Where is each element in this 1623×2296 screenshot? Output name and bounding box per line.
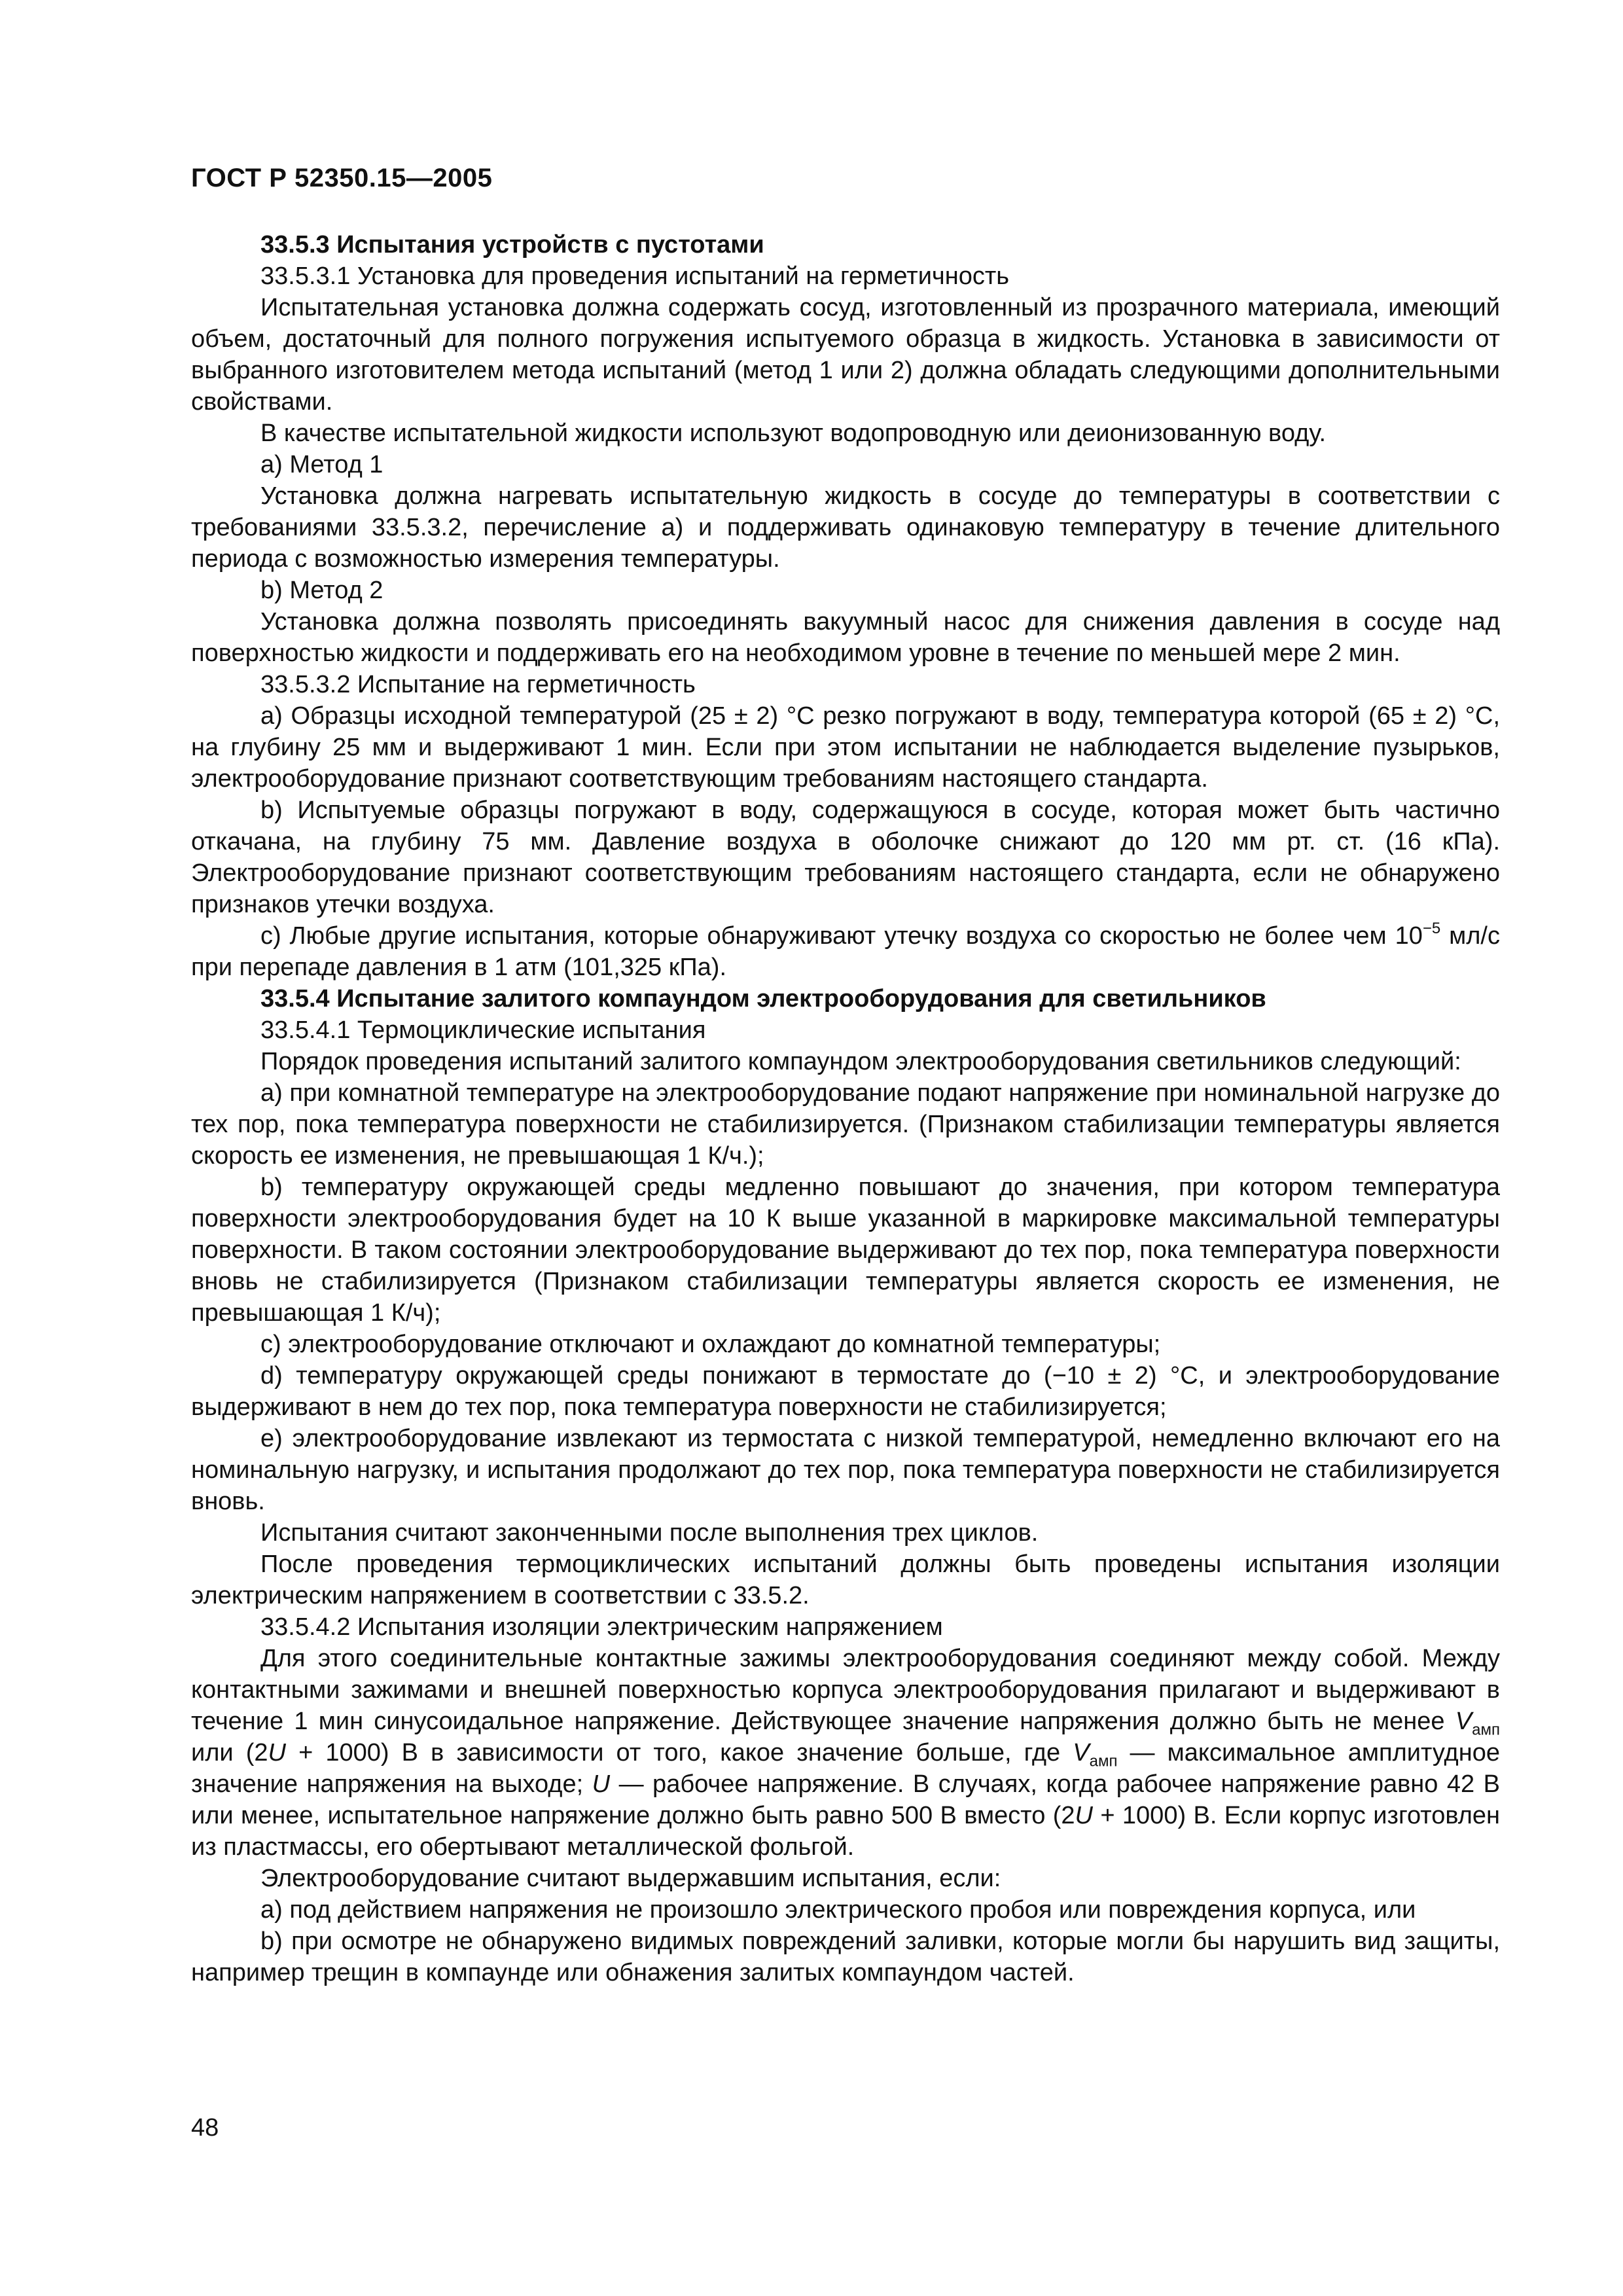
list-item: b) температуру окружающей среды медленно повышают до значения, при котором температура поверхности электрооборудования будет на 10 К выше указанной в маркировке максимальной температуры поверхности. В таком состоянии электрооборудование выдерживают до тех пор, пока температура поверхности вновь не стабилизируется (Признаком стабилизации температуры является скорость ее изменения, не превышающая 1 К/ч); (191, 1174, 1500, 1327)
text-run: Для этого соединительные контактные зажимы электрооборудования соединяют между собой. Между контактными зажимами и внешней поверхностью корпуса электрооборудования прилагают и выдерживают в течение 1 мин синусоидальное напряжение. Действующее значение напряжения должно быть не менее (191, 1645, 1500, 1735)
subsection-title: 33.5.3.1 Установка для проведения испытаний на герметичность (260, 262, 1010, 290)
symbol-u: U (268, 1739, 286, 1767)
symbol-u: U (592, 1770, 611, 1798)
list-item: е) электрооборудование извлекают из термостата с низкой температурой, немедленно включают его на номинальную нагрузку, и испытания продолжают до тех пор, пока температура поверхности не стабилизируется вновь. (191, 1425, 1500, 1515)
list-item-label: а) Метод 1 (260, 451, 383, 478)
list-item: а) Образцы исходной температурой (25 ± 2) °С резко погружают в воду, температура которой (65 ± 2) °С, на глубину 25 мм и выдерживают 1 мин. Если при этом испытании не наблюдается выделение пузырьков, электрооборудование признают соответствующим требованиям настоящего стандарта. (191, 702, 1500, 793)
list-item: d) температуру окружающей среды понижают в термостате до (−10 ± 2) °С, и электрооборудование выдерживают в нем до тех пор, пока температура поверхности не стабилизируется; (191, 1362, 1500, 1421)
text-run: или (2 (191, 1739, 268, 1767)
text-run: + 1000) В в зависимости от того, какое значение больше, где (285, 1739, 1073, 1767)
symbol-u: U (1075, 1802, 1093, 1829)
paragraph (191, 1643, 1500, 1863)
document-body (191, 229, 1500, 1988)
document-code: ГОСТ Р 52350.15—2005 (191, 164, 493, 192)
list-item (191, 920, 1500, 983)
list-item: с) электрооборудование отключают и охлаждают до комнатной температуры; (260, 1331, 1161, 1358)
paragraph: Испытания считают законченными после выполнения трех циклов. (260, 1519, 1039, 1547)
subsection-title: 33.5.4.2 Испытания изоляции электрическим напряжением (260, 1613, 943, 1641)
exponent: −5 (1422, 920, 1441, 938)
subsection-title: 33.5.4.1 Термоциклические испытания (260, 1016, 706, 1044)
text-run: — максимальное амплитудное значение напряжения на выходе; (191, 1739, 1500, 1798)
text-run: 10 (1395, 922, 1423, 950)
symbol-v: V (1073, 1739, 1090, 1767)
paragraph: В качестве испытательной жидкости используют водопроводную или деионизованную воду. (260, 420, 1327, 447)
paragraph: После проведения термоциклических испытаний должны быть проведены испытания изоляции электрическим напряжением в соответствии с 33.5.2. (191, 1551, 1500, 1609)
text-run: + 1000) В. Если корпус изготовлен из пластмассы, его обертывают металлической фольгой. (191, 1802, 1500, 1861)
paragraph: Установка должна позволять присоединять вакуумный насос для снижения давления в сосуде над поверхностью жидкости и поддерживать его на необходимом уровне в течение по меньшей мере 2 мин. (191, 608, 1500, 667)
list-item: а) при комнатной температуре на электрооборудование подают напряжение при номинальной нагрузке до тех пор, пока температура поверхности не стабилизируется. (Признаком стабилизации температуры является скорость ее изменения, не превышающая 1 К/ч.); (191, 1079, 1500, 1170)
page-number: 48 (191, 2114, 219, 2142)
text-run: мл/с при перепаде давления в 1 атм (101,325 кПа). (191, 922, 1500, 981)
list-item-label: b) Метод 2 (260, 577, 383, 604)
list-item: b) Испытуемые образцы погружают в воду, содержащуюся в сосуде, которая может быть частично откачана, на глубину 75 мм. Давление воздуха в оболочке снижают до 120 мм рт. ст. (16 кПа). Электрооборудование признают соответствующим требованиям настоящего стандарта, если не обнаружено признаков утечки воздуха. (191, 797, 1500, 918)
section-heading: 33.5.3 Испытания устройств с пустотами (260, 231, 764, 259)
paragraph: Установка должна нагревать испытательную жидкость в сосуде до температуры в соответствии с требованиями 33.5.3.2, перечисление а) и поддерживать одинаковую температуру в течение длительного периода с возможностью измерения температуры. (191, 482, 1500, 573)
section-heading: 33.5.4 Испытание залитого компаундом электрооборудования для светильников (260, 985, 1266, 1013)
list-item: а) под действием напряжения не произошло электрического пробоя или повреждения корпуса, или (260, 1896, 1416, 1924)
symbol-v: V (1455, 1708, 1472, 1735)
text-run: — рабочее напряжение. В случаях, когда рабочее напряжение равно 42 В или менее, испытательное напряжение должно быть равно 500 В вместо (2 (191, 1770, 1500, 1829)
subsection-title: 33.5.3.2 Испытание на герметичность (260, 671, 696, 698)
paragraph: Испытательная установка должна содержать сосуд, изготовленный из прозрачного материала, имеющий объем, достаточный для полного погружения испытуемого образца в жидкость. Установка в зависимости от выбранного изготовителем метода испытаний (метод 1 или 2) должна обладать следующими дополнительными свойствами. (191, 294, 1500, 416)
subscript: амп (1089, 1752, 1118, 1770)
paragraph: Электрооборудование считают выдержавшим испытания, если: (260, 1865, 1001, 1892)
list-item: b) при осмотре не обнаружено видимых повреждений заливки, которые могли бы нарушить вид защиты, например трещин в компаунде или обнажения залитых компаундом частей. (191, 1928, 1500, 1986)
text-run: с) Любые другие испытания, которые обнаруживают утечку воздуха со скоростью не более чем (260, 922, 1387, 950)
paragraph: Порядок проведения испытаний залитого компаундом электрооборудования светильников следующий: (260, 1048, 1461, 1075)
subscript: амп (1472, 1721, 1500, 1739)
